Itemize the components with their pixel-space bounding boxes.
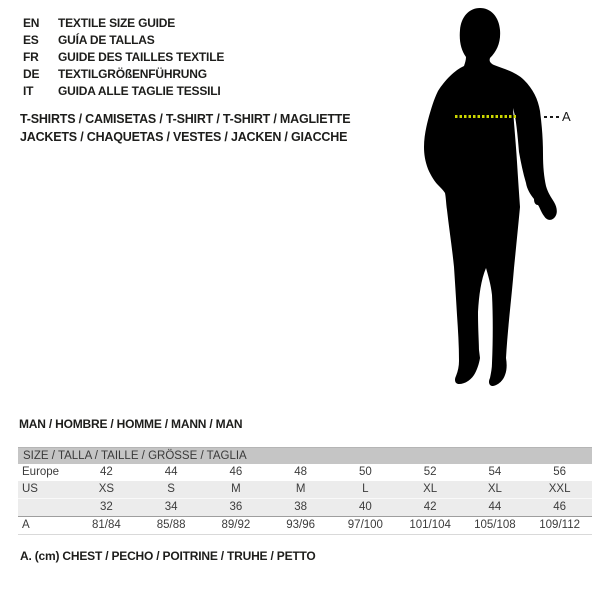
size-cell: 54 [488, 466, 502, 478]
size-cell: 36 [229, 501, 243, 513]
language-label: GUÍA DE TALLAS [58, 33, 155, 47]
size-cell: XXL [548, 483, 571, 495]
language-row-it [23, 83, 224, 100]
category-tshirts: T-SHIRTS / CAMISETAS / T-SHIRT / T-SHIRT / MAGLIETTE [20, 112, 351, 126]
size-figure [400, 0, 600, 400]
language-code: IT [23, 84, 34, 98]
chest-measure-leader [544, 116, 561, 118]
measurement-footnote: A. (cm) CHEST / PECHO / POITRINE / TRUHE / PETTO [20, 549, 316, 563]
size-cell: 56 [553, 466, 567, 478]
size-cell: 81/84 [91, 519, 121, 531]
language-code: ES [23, 33, 39, 47]
language-row-en [23, 15, 224, 32]
size-cell: 48 [294, 466, 308, 478]
language-list [23, 15, 224, 100]
size-cell: M [231, 483, 241, 495]
language-code: FR [23, 50, 39, 64]
size-cell: 42 [99, 466, 113, 478]
table-row-chest-cm [18, 516, 592, 535]
size-cell: 109/112 [539, 519, 580, 531]
size-cell: S [167, 483, 175, 495]
chest-measure-label: A [562, 109, 571, 124]
size-cell: 34 [164, 501, 178, 513]
category-jackets: JACKETS / CHAQUETAS / VESTES / JACKEN / GIACCHE [20, 129, 348, 144]
row-label: A [22, 519, 30, 531]
size-cell: 85/88 [156, 519, 186, 531]
size-cell: 38 [294, 501, 308, 513]
language-label: TEXTILE SIZE GUIDE [58, 16, 176, 30]
size-cell: 50 [358, 466, 372, 478]
size-cell: 89/92 [221, 519, 251, 531]
language-code: DE [23, 67, 40, 81]
size-cell: 97/100 [347, 519, 383, 531]
language-row-de [23, 66, 224, 83]
size-cell: 105/108 [474, 519, 516, 531]
table-row-numeric [18, 499, 592, 516]
size-cell: XL [423, 483, 438, 495]
language-row-fr [23, 49, 224, 66]
size-cell: 46 [553, 501, 567, 513]
size-cell: 101/104 [409, 519, 451, 531]
language-row-es [23, 32, 224, 49]
size-cell: 44 [488, 501, 502, 513]
chest-measure-line [455, 115, 518, 118]
size-cell: XS [98, 483, 115, 495]
size-cell: 93/96 [286, 519, 316, 531]
size-cell: 44 [164, 466, 178, 478]
language-label: TEXTILGRÖßENFÜHRUNG [58, 67, 207, 81]
size-table [18, 447, 592, 535]
size-cell: 32 [99, 501, 113, 513]
row-label: US [22, 483, 38, 495]
size-cell: M [295, 483, 306, 495]
size-cell: XL [487, 483, 502, 495]
category-list [20, 111, 350, 146]
size-cell: L [362, 483, 369, 495]
size-cell: 46 [229, 466, 243, 478]
size-table-header: SIZE / TALLA / TAILLE / GRÖSSE / TAGLIA [18, 447, 592, 464]
language-label: GUIDE DES TAILLES TEXTILE [58, 50, 225, 64]
size-cell: 40 [358, 501, 372, 513]
size-cell: 52 [423, 466, 437, 478]
size-cell: 42 [423, 501, 437, 513]
table-row-europe [18, 464, 592, 481]
language-code: EN [23, 16, 40, 30]
table-row-us [18, 481, 592, 499]
row-label: Europe [22, 466, 60, 478]
section-title-man: MAN / HOMBRE / HOMME / MANN / MAN [19, 417, 243, 431]
man-silhouette [400, 0, 600, 400]
language-label: GUIDA ALLE TAGLIE TESSILI [58, 84, 221, 98]
